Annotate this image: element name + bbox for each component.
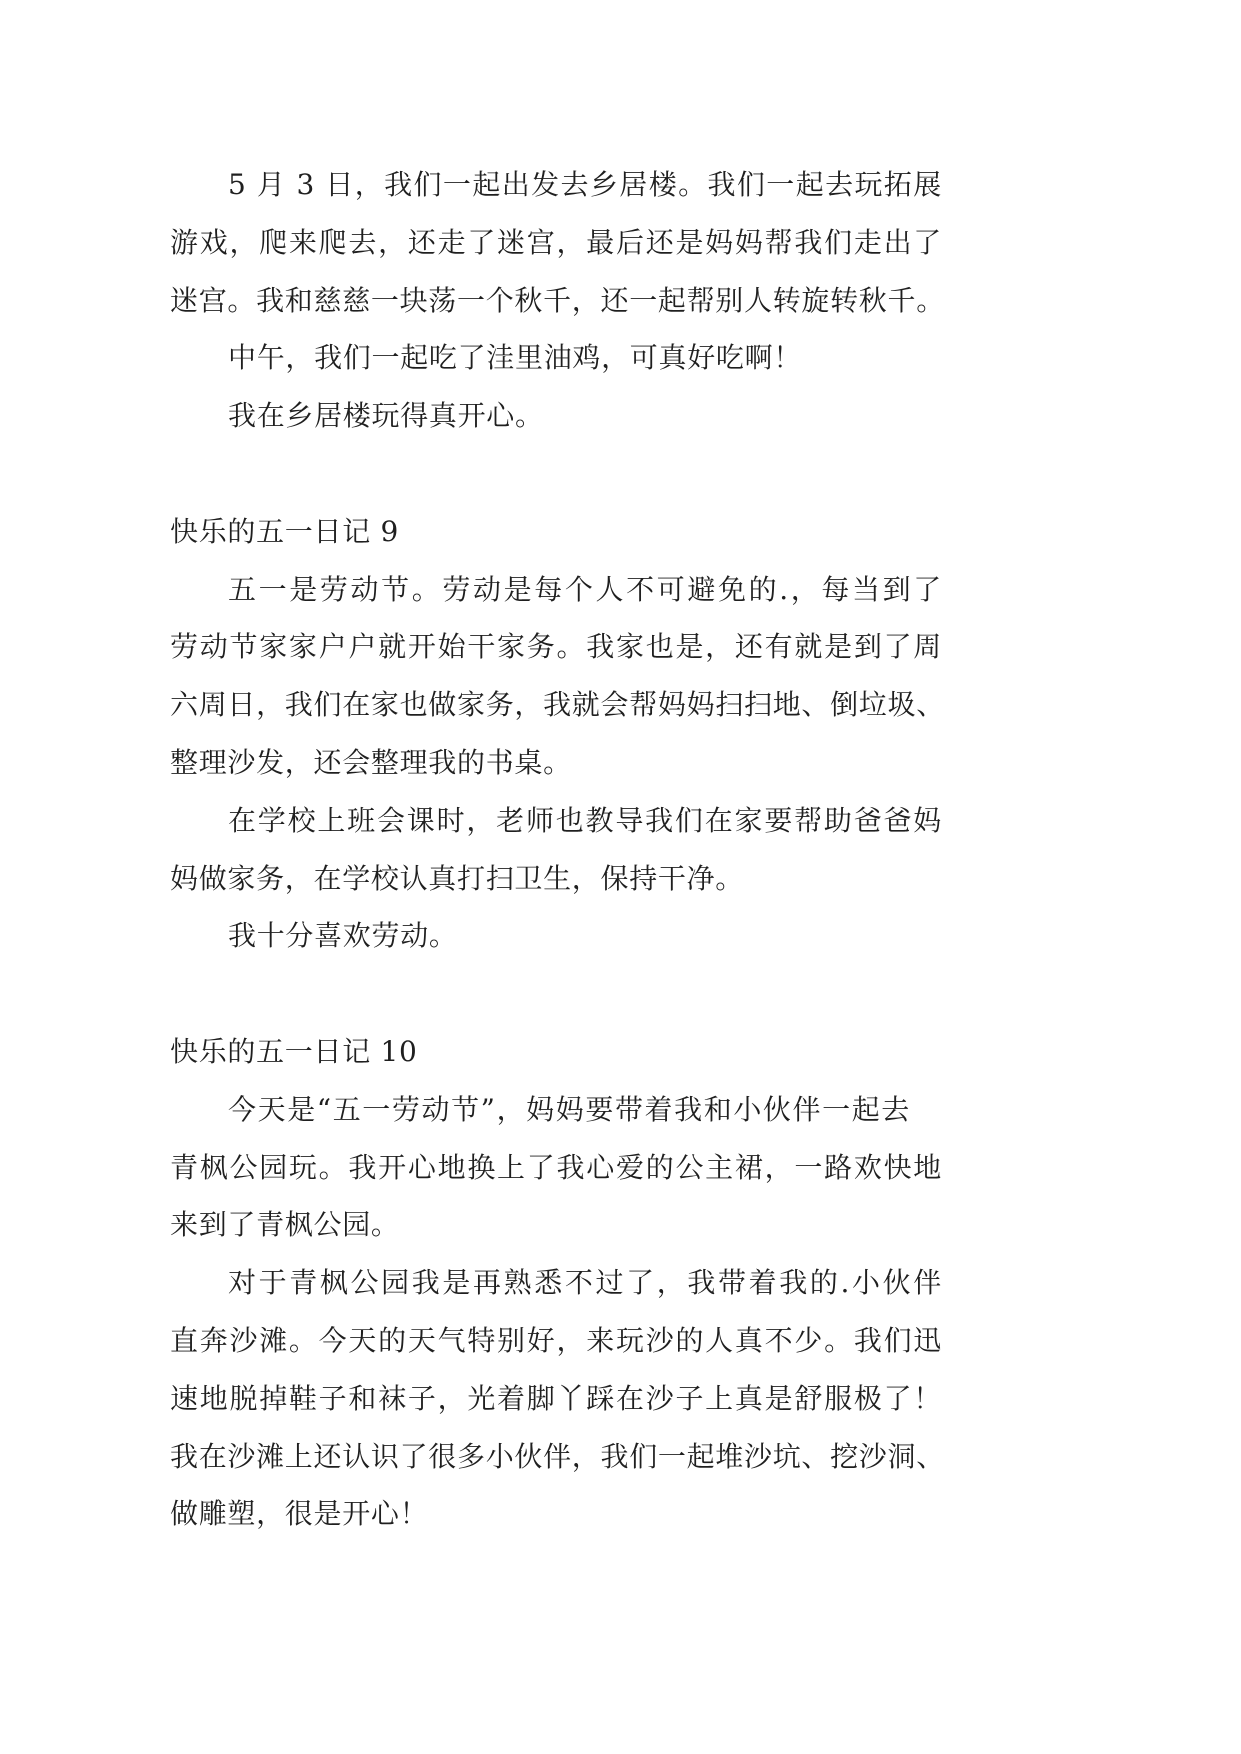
text-line: 游戏，爬来爬去，还走了迷宫，最后还是妈妈帮我们走出了 <box>170 225 942 259</box>
diary-section <box>170 1023 945 1543</box>
text-line: 做雕塑，很是开心！ <box>170 1497 429 1531</box>
text-line: 我在沙滩上还认识了很多小伙伴，我们一起堆沙坑、挖沙洞、 <box>170 1439 945 1473</box>
text-line: 速地脱掉鞋子和袜子，光着脚丫踩在沙子上真是舒服极了！ <box>170 1381 942 1415</box>
text-line: 妈做家务，在学校认真打扫卫生，保持干净。 <box>170 861 745 895</box>
text-line: 迷宫。我和慈慈一块荡一个秋千，还一起帮别人转旋转秋千。 <box>170 283 945 317</box>
text-line: 在学校上班会课时，老师也教导我们在家要帮助爸爸妈 <box>228 803 942 837</box>
paragraph <box>170 387 942 445</box>
text-line: 中午，我们一起吃了洼里油鸡，可真好吃啊！ <box>228 341 803 375</box>
paragraph <box>170 792 942 908</box>
text-line: 劳动节家家户户就开始干家务。我家也是，还有就是到了周 <box>170 630 942 664</box>
section-heading: 快乐的五一日记 10 <box>170 1034 418 1068</box>
text-line: 直奔沙滩。今天的天气特别好，来玩沙的人真不少。我们迅 <box>170 1323 942 1357</box>
text-line: 青枫公园玩。我开心地换上了我心爱的公主裙，一路欢快地 <box>170 1150 942 1184</box>
text-line: 我在乡居楼玩得真开心。 <box>228 399 544 433</box>
text-line: 今天是“五一劳动节”，妈妈要带着我和小伙伴一起去 <box>228 1092 910 1126</box>
text-line: 六周日，我们在家也做家务，我就会帮妈妈扫扫地、倒垃圾、 <box>170 688 945 722</box>
paragraph <box>170 329 942 387</box>
diary-section <box>170 503 945 965</box>
text-line: 我十分喜欢劳动。 <box>228 919 458 953</box>
text-line: 对于青枫公园我是再熟悉不过了，我带着我的.小伙伴 <box>228 1266 942 1300</box>
section-heading: 快乐的五一日记 9 <box>170 514 400 548</box>
text-line: 整理沙发，还会整理我的书桌。 <box>170 745 572 779</box>
paragraph <box>170 907 942 965</box>
text-line: 五一是劳动节。劳动是每个人不可避免的.，每当到了 <box>228 572 942 606</box>
paragraph <box>170 561 945 792</box>
paragraph <box>170 156 945 329</box>
text-line: 来到了青枫公园。 <box>170 1208 400 1242</box>
text-line: 5 月 3 日，我们一起出发去乡居楼。我们一起去玩拓展 <box>228 168 942 201</box>
document-body <box>170 156 945 1543</box>
paragraph <box>170 1081 942 1254</box>
paragraph <box>170 1254 945 1543</box>
diary-section <box>170 156 945 445</box>
